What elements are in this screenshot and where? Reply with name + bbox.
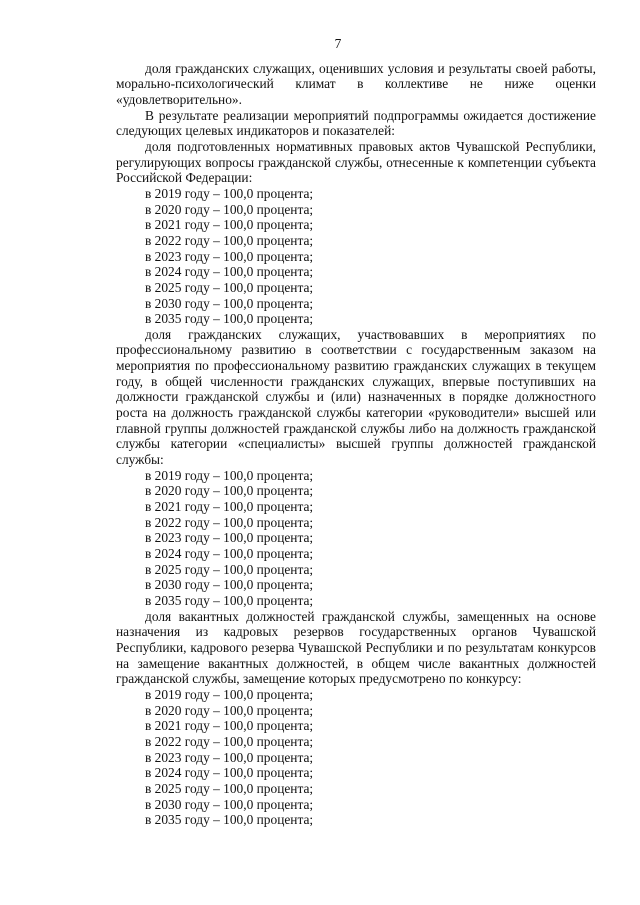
list-item: в 2022 году – 100,0 процента; [145, 733, 314, 749]
list-item: в 2023 году – 100,0 процента; [145, 248, 314, 264]
list-item: в 2024 году – 100,0 процента; [145, 765, 314, 781]
list-item: в 2025 году – 100,0 процента; [145, 780, 314, 796]
list-item: в 2021 году – 100,0 процента; [145, 217, 314, 233]
year-list-professional-development [116, 468, 596, 609]
list-item: в 2022 году – 100,0 процента; [145, 232, 314, 248]
list-item: в 2021 году – 100,0 процента; [145, 499, 314, 515]
list-item: в 2024 году – 100,0 процента; [145, 264, 314, 280]
list-item: в 2020 году – 100,0 процента; [145, 483, 314, 499]
list-item: в 2020 году – 100,0 процента; [145, 702, 314, 718]
list-item: в 2030 году – 100,0 процента; [145, 796, 314, 812]
paragraph-expected-indicators: В результате реализации мероприятий подпрограммы ожидается достижение следующих целевых индикаторов и показателей: [116, 107, 596, 139]
list-item: в 2035 году – 100,0 процента; [145, 812, 314, 828]
page-number: 7 [334, 36, 342, 51]
document-body [116, 61, 596, 828]
paragraph-legal-acts-share: доля подготовленных нормативных правовых актов Чувашской Республики, регулирующих вопросы гражданской службы, отнесенные к компетенции субъекта Российской Федерации: [116, 138, 596, 186]
list-item: в 2023 году – 100,0 процента; [145, 530, 314, 546]
list-item: в 2035 году – 100,0 процента; [145, 311, 314, 327]
list-item: в 2035 году – 100,0 процента; [145, 592, 314, 608]
list-item: в 2025 году – 100,0 процента; [145, 561, 314, 577]
paragraph-professional-development-share: доля гражданских служащих, участвовавших в мероприятиях по профессиональному развитию в соответствии с государственным заказом на мероприятия по профессиональному развитию гражданских служащих в текущем году, в общей численности гражданских служащих, впервые поступивших на должности гражданской службы и (или) назначенных в порядке должностного роста на должность гражданской службы категории «руководители» высшей или главной группы должностей гражданской службы либо на должность гражданской службы категории «специалисты» высшей группы должностей гражданской службы: [116, 326, 596, 468]
year-list-legal-acts [116, 186, 596, 327]
list-item: в 2019 году – 100,0 процента; [145, 185, 314, 201]
list-item: в 2025 году – 100,0 процента; [145, 279, 314, 295]
list-item: в 2023 году – 100,0 процента; [145, 749, 314, 765]
list-item: в 2020 году – 100,0 процента; [145, 201, 314, 217]
list-item: в 2021 году – 100,0 процента; [145, 718, 314, 734]
list-item: в 2030 году – 100,0 процента; [145, 295, 314, 311]
list-item: в 2022 году – 100,0 процента; [145, 514, 314, 530]
paragraph-satisfaction-share: доля гражданских служащих, оценивших условия и результаты своей работы, морально-психологический климат в коллективе не ниже оценки «удовлетворительно». [116, 60, 596, 107]
list-item: в 2024 году – 100,0 процента; [145, 546, 314, 561]
list-item: в 2019 году – 100,0 процента; [145, 467, 314, 483]
paragraph-vacancies-share: доля вакантных должностей гражданской службы, замещенных на основе назначения из кадровых резервов государственных органов Чувашской Республики, кадрового резерва Чувашской Республики и по результатам конкурсов на замещение вакантных должностей, в общем числе вакантных должностей гражданской службы, замещение которых предусмотрено по конкурсу: [116, 608, 596, 687]
list-item: в 2030 году – 100,0 процента; [145, 577, 314, 593]
list-item: в 2019 году – 100,0 процента; [145, 686, 314, 702]
year-list-vacancies [116, 687, 596, 828]
